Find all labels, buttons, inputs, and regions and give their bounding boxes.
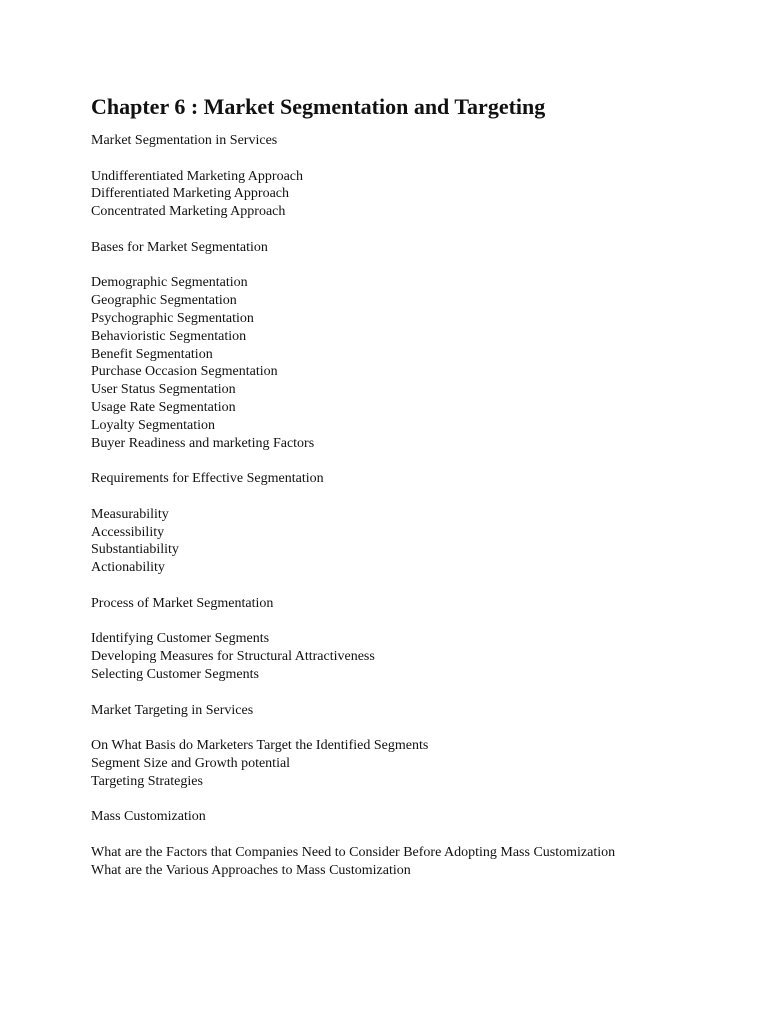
section-mass-customization: [91, 808, 751, 879]
list-item: Actionability: [91, 560, 165, 576]
section-heading: Mass Customization: [91, 809, 206, 825]
list-item: Targeting Strategies: [91, 773, 203, 789]
list-item: Selecting Customer Segments: [91, 666, 259, 682]
section-heading: Requirements for Effective Segmentation: [91, 471, 324, 487]
list-item: Accessibility: [91, 524, 165, 540]
list-item: Developing Measures for Structural Attractiveness: [91, 649, 375, 665]
list-item: What are the Various Approaches to Mass Customization: [91, 862, 411, 878]
section-market-segmentation-in-services: [91, 132, 751, 221]
list-item: Measurability: [91, 506, 169, 522]
section-market-targeting-in-services: [91, 702, 751, 791]
section-process-of-market-segmentation: [91, 595, 751, 684]
section-heading: Process of Market Segmentation: [91, 595, 274, 611]
list-item: Usage Rate Segmentation: [91, 399, 236, 415]
document-page: [91, 92, 751, 879]
list-item: Loyalty Segmentation: [91, 417, 216, 433]
list-item: Buyer Readiness and marketing Factors: [91, 435, 315, 451]
list-item: Benefit Segmentation: [91, 346, 213, 362]
list-item: Undifferentiated Marketing Approach: [91, 168, 304, 184]
list-item: Differentiated Marketing Approach: [91, 186, 290, 202]
list-item: Demographic Segmentation: [91, 275, 248, 291]
section-heading: Bases for Market Segmentation: [91, 239, 268, 255]
list-item: Geographic Segmentation: [91, 293, 237, 309]
list-item: What are the Factors that Companies Need to Consider Before Adopting Mass Customization: [91, 844, 616, 860]
list-item: Substantiability: [91, 542, 179, 558]
section-requirements-for-effective-segmentation: [91, 470, 751, 577]
list-item: Concentrated Marketing Approach: [91, 204, 286, 220]
list-item: User Status Segmentation: [91, 382, 236, 398]
section-heading: Market Segmentation in Services: [91, 133, 278, 148]
list-item: Identifying Customer Segments: [91, 631, 270, 647]
list-item: Behavioristic Segmentation: [91, 328, 247, 344]
list-item: Purchase Occasion Segmentation: [91, 364, 278, 380]
chapter-title: Chapter 6 : Market Segmentation and Targeting: [91, 94, 546, 119]
section-bases-for-market-segmentation: [91, 239, 751, 453]
list-item: Segment Size and Growth potential: [91, 755, 291, 771]
section-heading: Market Targeting in Services: [91, 702, 254, 718]
list-item: Psychographic Segmentation: [91, 310, 254, 326]
list-item: On What Basis do Marketers Target the Identified Segments: [91, 738, 429, 754]
